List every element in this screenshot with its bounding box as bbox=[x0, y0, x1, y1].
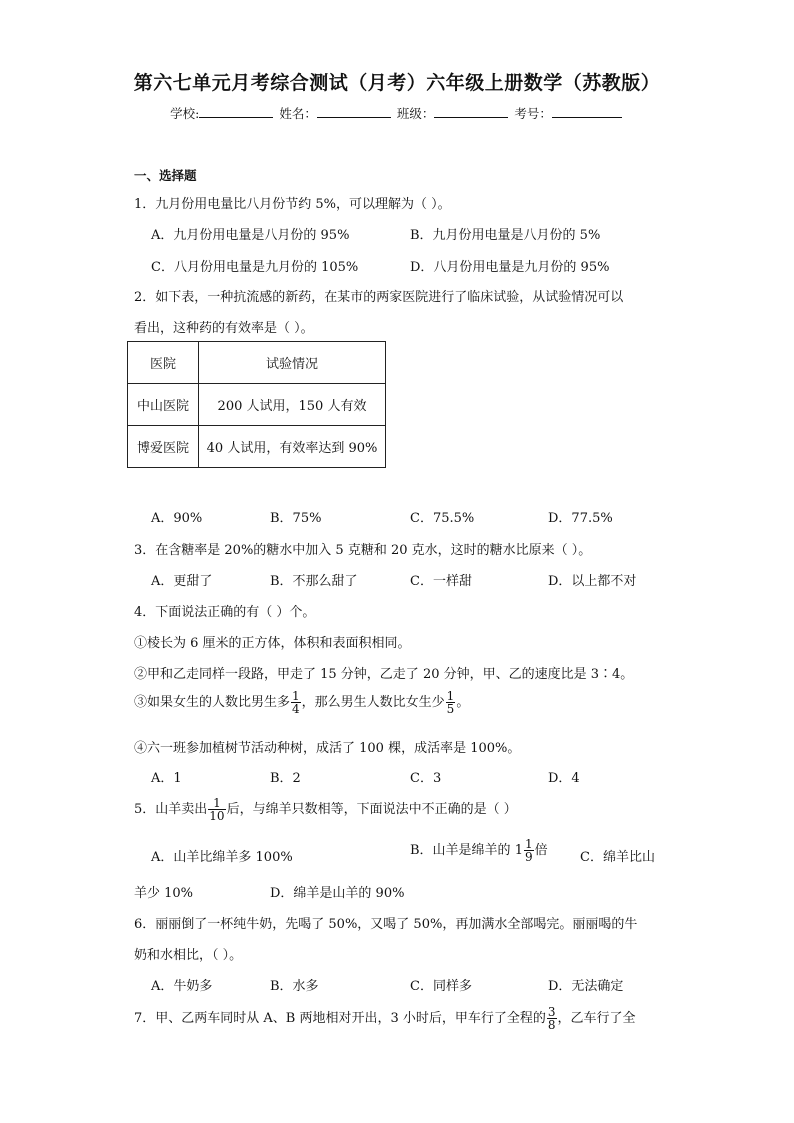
q4-statement-3 bbox=[134, 690, 469, 715]
q7-text-a: 7．甲、乙两车同时从 A、B 两地相对开出，3 小时后，甲车行了全程的 bbox=[134, 1011, 546, 1026]
q2-option-a: A．90% bbox=[151, 511, 203, 526]
section-heading: 一、选择题 bbox=[134, 168, 197, 183]
question-2-line-1: 2．如下表，一种抗流感的新药，在某市的两家医院进行了临床试验，从试验情况可以 bbox=[134, 290, 624, 305]
q2-option-b: B．75% bbox=[270, 511, 322, 526]
table-cell: 40 人试用，有效率达到 90% bbox=[199, 426, 386, 468]
q3-option-a: A．更甜了 bbox=[151, 574, 213, 589]
question-6-line-2: 奶和水相比，（ ）。 bbox=[134, 948, 243, 963]
q5-option-d: D．绵羊是山羊的 90% bbox=[270, 886, 405, 901]
q1-option-b: B．九月份用电量是八月份的 5% bbox=[410, 228, 601, 243]
student-info-line bbox=[0, 104, 794, 122]
q5-option-a: A．山羊比绵羊多 100% bbox=[151, 850, 293, 865]
q4-s3-text-c: 。 bbox=[456, 695, 470, 710]
table-cell: 博爱医院 bbox=[128, 426, 199, 468]
q4-option-a: A．1 bbox=[151, 771, 182, 786]
q3-option-b: B．不那么甜了 bbox=[270, 574, 358, 589]
q6-option-b: B．水多 bbox=[270, 979, 319, 994]
trial-table bbox=[127, 341, 386, 468]
number-blank bbox=[552, 104, 622, 118]
q6-option-a: A．牛奶多 bbox=[151, 979, 213, 994]
q4-s3-text-a: ③如果女生的人数比男生多 bbox=[134, 695, 291, 710]
q4-statement-1: ①棱长为 6 厘米的正方体，体积和表面积相同。 bbox=[134, 636, 411, 651]
name-label: 姓名： bbox=[279, 106, 317, 121]
name-blank bbox=[317, 104, 391, 118]
table-header-row bbox=[128, 342, 386, 384]
table-header: 试验情况 bbox=[199, 342, 386, 384]
question-3: 3．在含糖率是 20%的糖水中加入 5 克糖和 20 克水，这时的糖水比原来（ ）。 bbox=[134, 543, 592, 558]
q4-s3-text-b: ，那么男生人数比女生少 bbox=[301, 695, 445, 710]
q1-option-d: D．八月份用电量是九月份的 95% bbox=[410, 260, 610, 275]
school-label: 学校: bbox=[170, 106, 200, 121]
class-label: 班级： bbox=[396, 106, 435, 121]
question-7 bbox=[134, 1006, 636, 1031]
table-row bbox=[128, 384, 386, 426]
question-6-line-1: 6．丽丽倒了一杯纯牛奶，先喝了 50%，又喝了 50%，再加满水全部喝完。丽丽喝的牛 bbox=[134, 917, 638, 932]
q5-text-b: 后，与绵羊只数相等，下面说法中不正确的是（ ） bbox=[226, 802, 517, 817]
q4-option-c: C．3 bbox=[410, 771, 442, 786]
fraction-one-fifth: $\frac{1}{5}$ bbox=[446, 689, 455, 716]
q3-option-c: C．一样甜 bbox=[410, 574, 472, 589]
q5-option-b-text: B．山羊是绵羊的 bbox=[410, 843, 515, 858]
table-cell: 200 人试用，150 人有效 bbox=[199, 384, 386, 426]
q2-option-c: C．75.5% bbox=[410, 511, 475, 526]
q4-option-d: D．4 bbox=[548, 771, 580, 786]
q2-option-d: D．77.5% bbox=[548, 511, 613, 526]
table-row bbox=[128, 426, 386, 468]
fraction-one-ninth: $\frac{1}{9}$ bbox=[524, 837, 533, 864]
fraction-one-quarter: $\frac{1}{4}$ bbox=[292, 689, 300, 716]
table-header: 医院 bbox=[128, 342, 199, 384]
q7-text-b: ，乙车行了全 bbox=[557, 1011, 636, 1026]
number-label: 考号： bbox=[514, 106, 552, 121]
q1-option-c: C．八月份用电量是九月份的 105% bbox=[151, 260, 359, 275]
school-blank bbox=[199, 104, 273, 118]
question-2-line-2: 看出，这种药的有效率是（ ）。 bbox=[134, 321, 314, 336]
fraction-three-eighths: $\frac{3}{8}$ bbox=[547, 1005, 556, 1032]
table-cell: 中山医院 bbox=[128, 384, 199, 426]
q4-statement-2: ②甲和乙走同样一段路，甲走了 15 分钟，乙走了 20 分钟，甲、乙的速度比是 3∶4。 bbox=[134, 667, 634, 682]
page-title: 第六七单元月考综合测试（月考）六年级上册数学（苏教版） bbox=[133, 72, 661, 94]
fraction-one-tenth: $\frac{1}{10}$ bbox=[209, 796, 225, 823]
mixed-number: 1 $\frac{1}{9}$ bbox=[514, 837, 533, 864]
q5-option-b-suffix: 倍 bbox=[534, 843, 548, 858]
q5-option-b bbox=[410, 838, 548, 863]
q1-option-a: A．九月份用电量是八月份的 95% bbox=[151, 228, 350, 243]
q5-option-c-line-2: 羊少 10% bbox=[134, 886, 194, 901]
q4-option-b: B．2 bbox=[270, 771, 301, 786]
q3-option-d: D．以上都不对 bbox=[548, 574, 637, 589]
q5-option-c-line-1: C．绵羊比山 bbox=[580, 850, 655, 865]
question-1: 1．九月份用电量比八月份节约 5%，可以理解为（ ）。 bbox=[134, 197, 451, 212]
question-4: 4．下面说法正确的有（ ）个。 bbox=[134, 605, 316, 620]
question-5 bbox=[134, 797, 517, 822]
q4-statement-4: ④六一班参加植树节活动种树，成活了 100 棵，成活率是 100%。 bbox=[134, 741, 521, 756]
q6-option-c: C．同样多 bbox=[410, 979, 472, 994]
q6-option-d: D．无法确定 bbox=[548, 979, 624, 994]
class-blank bbox=[434, 104, 508, 118]
q5-text-a: 5．山羊卖出 bbox=[134, 802, 208, 817]
